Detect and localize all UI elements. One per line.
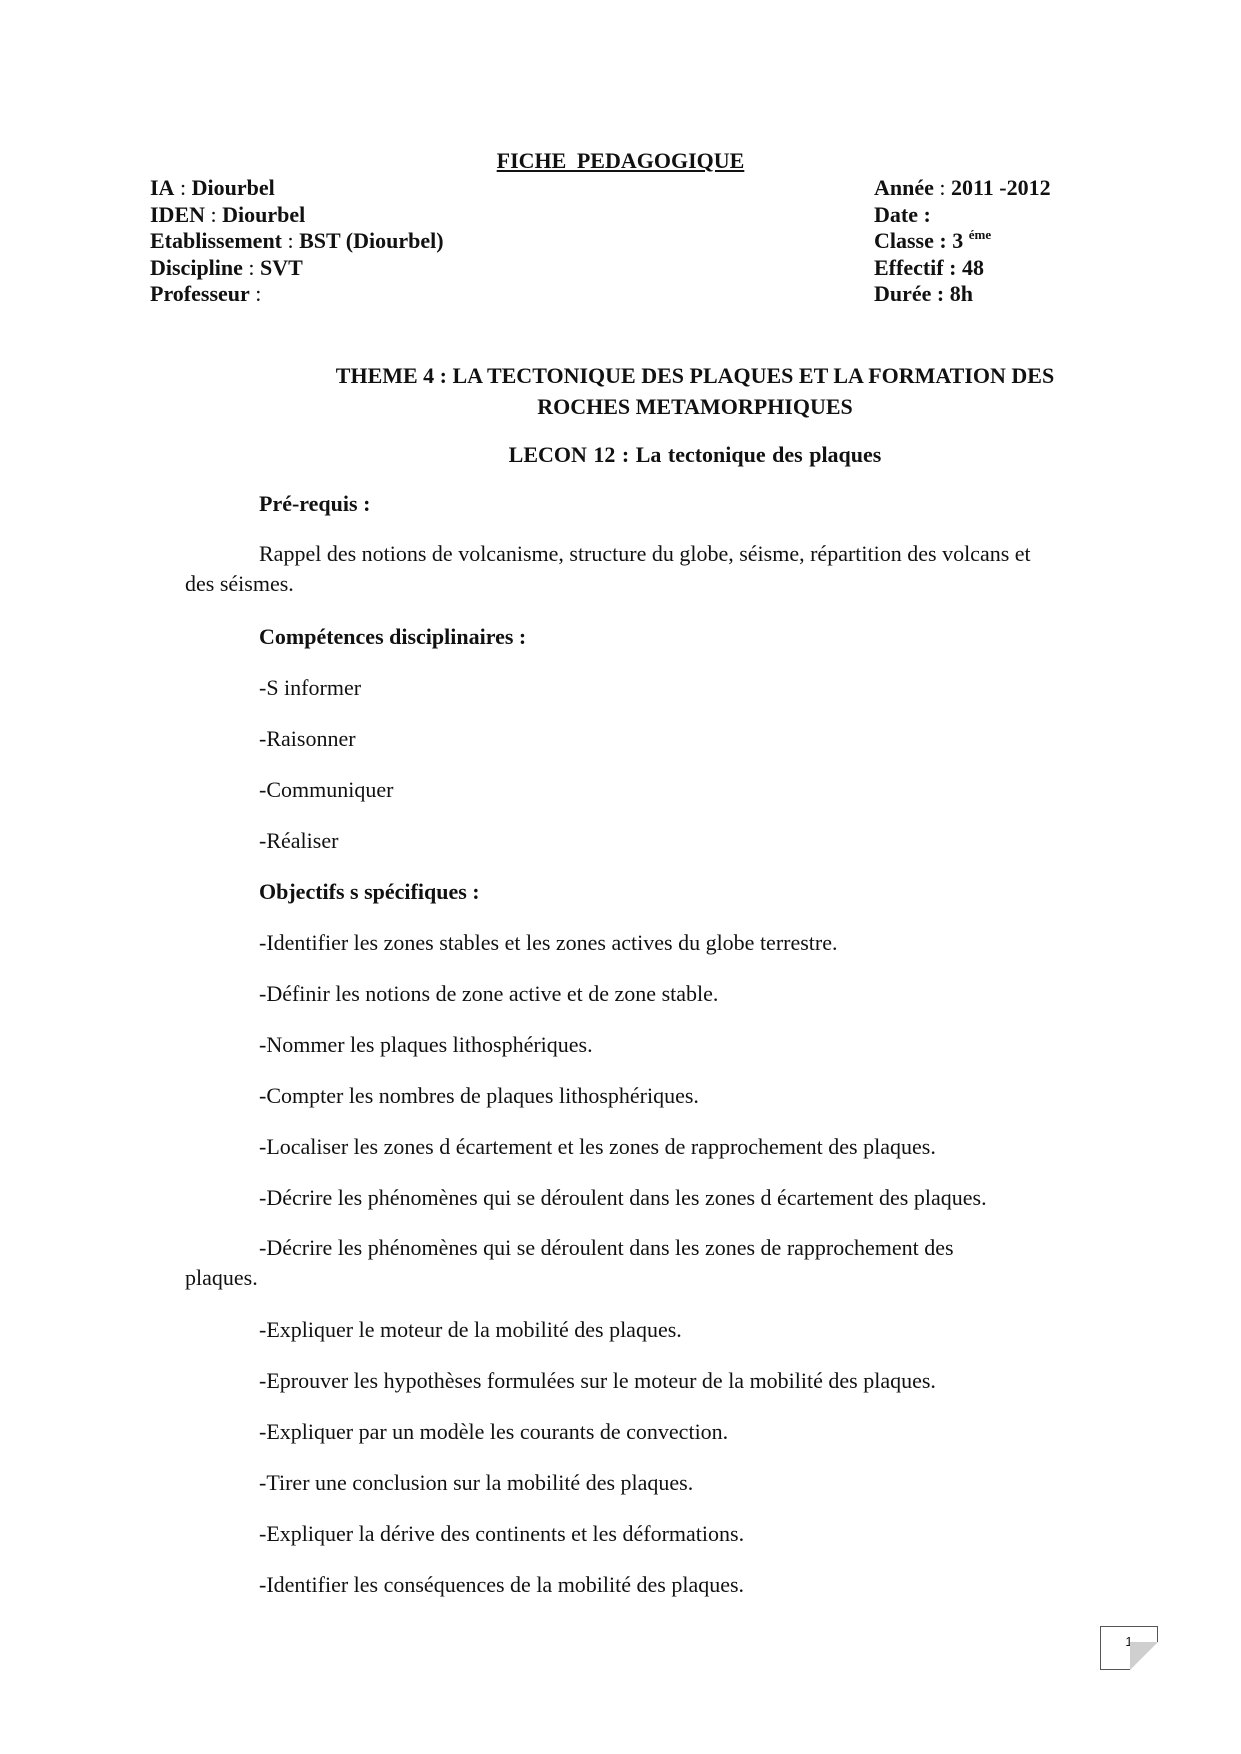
classe-superscript: éme [968, 227, 992, 242]
theme-heading [150, 360, 1240, 422]
objectif-item: -Identifier les conséquences de la mobilité des plaques. [259, 1572, 745, 1597]
competence-item: -Raisonner [259, 726, 356, 751]
competence-item: -S informer [259, 675, 362, 700]
objectif-item: -Tirer une conclusion sur la mobilité des plaques. [259, 1470, 694, 1495]
info-annee: Année : 2011 -2012 [874, 175, 1051, 200]
page-number-box [1100, 1626, 1158, 1670]
info-etablissement: Etablissement : BST (Diourbel) [150, 228, 444, 253]
objectif-item: -Eprouver les hypothèses formulées sur le moteur de la mobilité des plaques. [259, 1368, 936, 1393]
theme-line-2: ROCHES METAMORPHIQUES [537, 394, 853, 419]
theme-line-1: THEME 4 : LA TECTONIQUE DES PLAQUES ET LA FORMATION DES [335, 363, 1055, 388]
lesson-heading: LECON 12 : La tectonique des plaques [508, 442, 882, 467]
page-number: 1 [1125, 1634, 1133, 1649]
info-professeur: Professeur : [150, 281, 262, 306]
info-effectif: Effectif : 48 [874, 254, 984, 280]
objectifs-heading: Objectifs s spécifiques : [259, 879, 480, 904]
info-date: Date : [874, 201, 931, 227]
objectif-item: -Décrire les phénomènes qui se déroulent dans les zones de rapprochement des plaques. [185, 1235, 954, 1290]
objectif-item: -Expliquer par un modèle les courants de convection. [259, 1419, 729, 1444]
objectif-item: -Définir les notions de zone active et de zone stable. [259, 981, 719, 1006]
objectif-item: -Expliquer le moteur de la mobilité des plaques. [259, 1317, 682, 1342]
competence-item: -Communiquer [259, 777, 394, 802]
document-title: FICHE PEDAGOGIQUE [496, 148, 745, 173]
prerequis-text: Rappel des notions de volcanisme, structure du globe, séisme, répartition des volcans et des séismes. [185, 541, 1031, 596]
objectif-item: -Identifier les zones stables et les zones actives du globe terrestre. [259, 930, 838, 955]
objectif-item: -Expliquer la dérive des continents et les déformations. [259, 1521, 745, 1546]
objectif-item: -Nommer les plaques lithosphériques. [259, 1032, 593, 1057]
info-duree: Durée : 8h [874, 281, 973, 306]
page-curl-icon [1130, 1642, 1158, 1670]
info-classe: Classe : 3 $^{éme}$ [874, 227, 992, 253]
prerequis-heading: Pré-requis : [259, 491, 371, 516]
info-ia: IA : Diourbel [150, 175, 275, 200]
objectif-item: -Compter les nombres de plaques lithosphériques. [259, 1083, 699, 1108]
competence-item: -Réaliser [259, 828, 339, 853]
info-right-block [874, 175, 1051, 308]
objectif-item: -Décrire les phénomènes qui se déroulent dans les zones d écartement des plaques. [259, 1185, 987, 1210]
info-left-block [150, 175, 444, 308]
objectif-item: -Localiser les zones d écartement et les zones de rapprochement des plaques. [259, 1134, 936, 1159]
info-iden: IDEN : Diourbel [150, 201, 306, 227]
competences-heading: Compétences disciplinaires : [259, 624, 527, 649]
info-discipline: Discipline : SVT [150, 254, 303, 280]
